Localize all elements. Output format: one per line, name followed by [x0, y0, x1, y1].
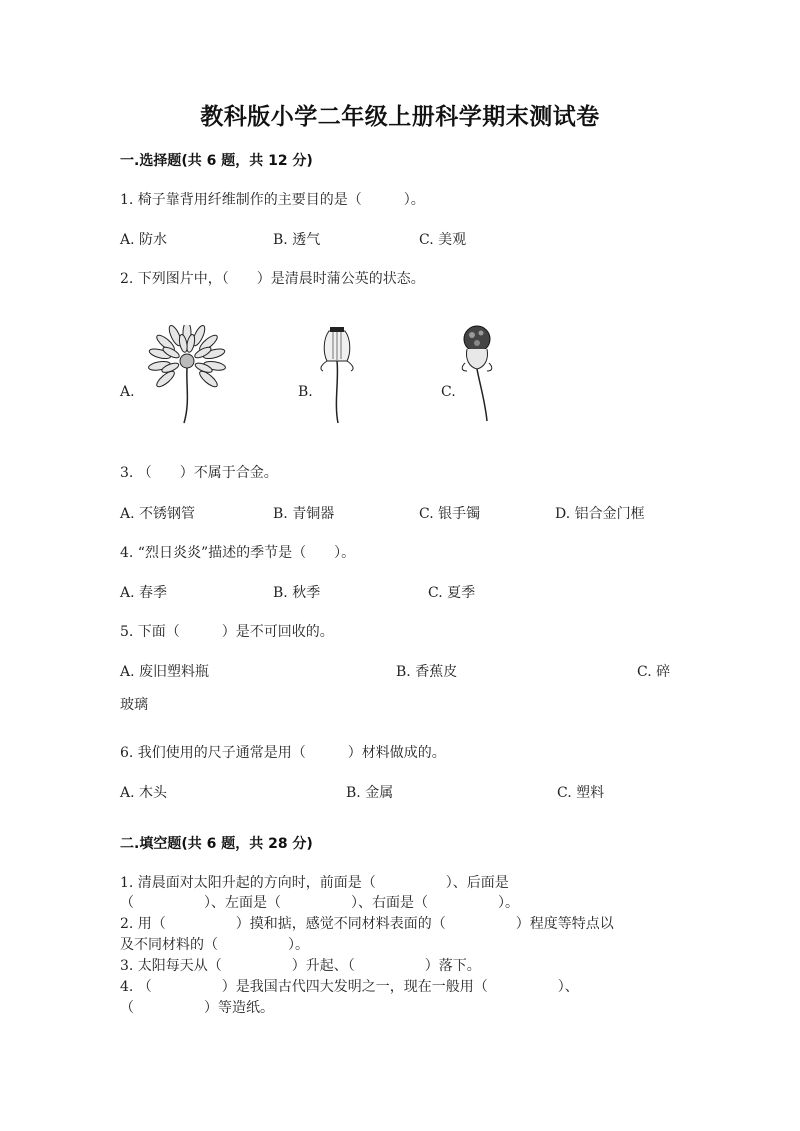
- q1-option-c: C. 美观: [419, 232, 467, 248]
- q5-option-b: B. 香蕉皮: [396, 664, 458, 680]
- dandelion-seed-head-icon: [455, 323, 500, 423]
- q1-option-b: B. 透气: [273, 232, 321, 248]
- q5-option-c-wrap: 玻璃: [120, 697, 148, 713]
- q3-option-b: B. 青铜器: [273, 506, 335, 522]
- section-heading-fill: 二.填空题(共 6 题，共 28 分): [120, 836, 313, 852]
- fill-question-2-line-1: 2. 用（ ）摸和掂，感觉不同材料表面的（ ）程度等特点以: [120, 916, 614, 932]
- q2-option-c-label: C.: [441, 384, 456, 400]
- q2-option-b-label: B.: [298, 384, 313, 400]
- page-title: 教科版小学二年级上册科学期末测试卷: [200, 104, 600, 130]
- question-6: 6. 我们使用的尺子通常是用（ ）材料做成的。: [120, 745, 446, 761]
- q4-option-c: C. 夏季: [428, 585, 476, 601]
- fill-question-4-line-2: （ ）等造纸。: [120, 1000, 274, 1016]
- dandelion-open-flower-icon: [140, 325, 235, 425]
- q1-option-a: A. 防水: [120, 232, 168, 248]
- question-5: 5. 下面（ ）是不可回收的。: [120, 624, 334, 640]
- fill-question-4-line-1: 4. （ ）是我国古代四大发明之一，现在一般用（ ）、: [120, 979, 579, 995]
- q6-option-c: C. 塑料: [557, 785, 605, 801]
- fill-question-2-line-2: 及不同材料的（ ）。: [120, 937, 309, 953]
- question-2: 2. 下列图片中，（ ）是清晨时蒲公英的状态。: [120, 271, 425, 287]
- q5-option-a: A. 废旧塑料瓶: [120, 664, 210, 680]
- section-heading-choice: 一.选择题(共 6 题，共 12 分): [120, 153, 313, 169]
- fill-question-1-line-2: （ ）、左面是（ ）、右面是（ ）。: [120, 895, 519, 911]
- q3-option-c: C. 银手镯: [419, 506, 481, 522]
- q4-option-a: A. 春季: [120, 585, 168, 601]
- dandelion-closed-bud-icon: [315, 325, 360, 425]
- q5-option-c: C. 碎: [637, 664, 671, 680]
- question-1: 1. 椅子靠背用纤维制作的主要目的是（ ）。: [120, 192, 425, 208]
- q3-option-d: D. 铝合金门框: [555, 506, 645, 522]
- fill-question-3: 3. 太阳每天从（ ）升起、（ ）落下。: [120, 958, 481, 974]
- q4-option-b: B. 秋季: [273, 585, 321, 601]
- q6-option-a: A. 木头: [120, 785, 168, 801]
- question-4: 4. “烈日炎炎”描述的季节是（ ）。: [120, 545, 356, 561]
- q2-option-a-label: A.: [120, 384, 135, 400]
- fill-question-1-line-1: 1. 清晨面对太阳升起的方向时，前面是（ ）、后面是: [120, 875, 509, 891]
- q6-option-b: B. 金属: [346, 785, 394, 801]
- q3-option-a: A. 不锈钢管: [120, 506, 196, 522]
- question-3: 3. （ ）不属于合金。: [120, 465, 278, 481]
